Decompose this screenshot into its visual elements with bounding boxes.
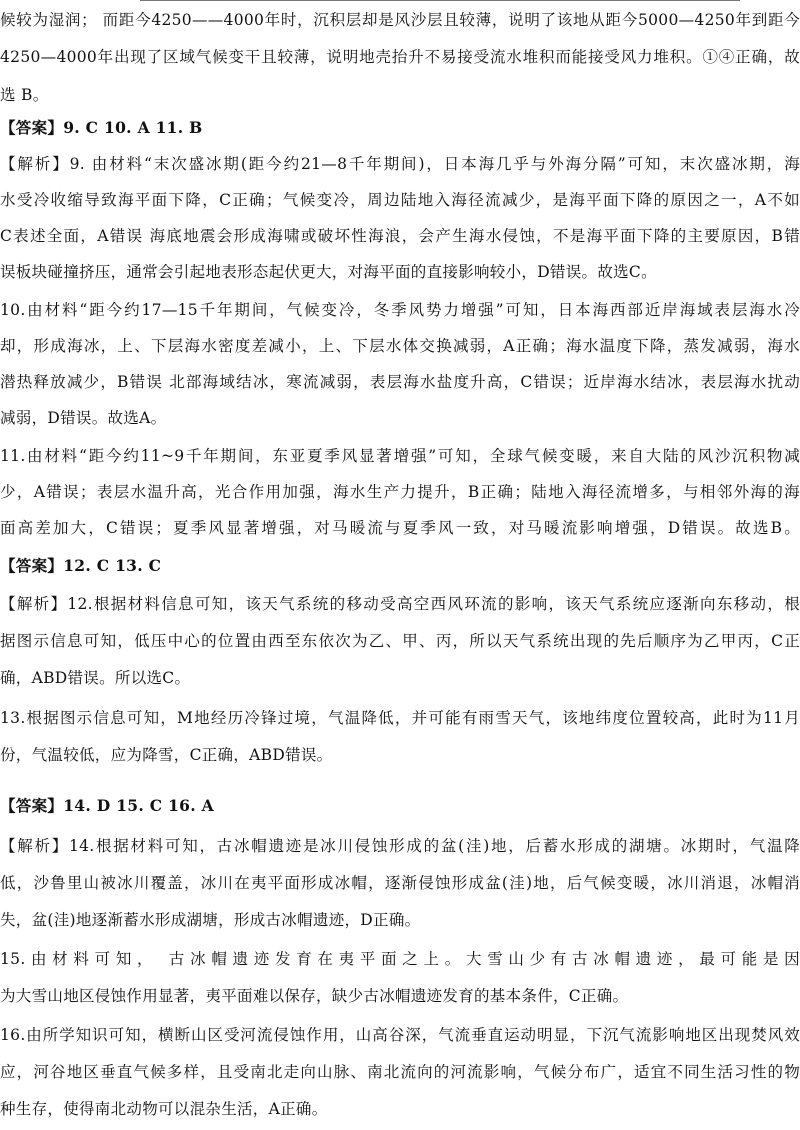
text-line: 【解析】14.根据材料可知，古冰帽遗迹是冰川侵蚀形成的盆(洼)地，后蓄水形成的湖塘。冰期时，气温降: [0, 837, 800, 855]
text-line: 应，河谷地区垂直气候多样，且受南北走向山脉、南北流向的河流影响，气候分布广，适宜不同生活习性的物: [0, 1063, 800, 1081]
text-line: 15.由材料可知， 古冰帽遗迹发育在夷平面之上。大雪山少有古冰帽遗迹，最可能是因: [0, 950, 800, 968]
text-line: 失，盆(洼)地逐渐蓄水形成湖塘，形成古冰帽遗迹，D正确。: [0, 911, 421, 929]
top-rule: [140, 0, 740, 1]
text-line: 确，ABD错误。所以选C。: [0, 669, 191, 687]
text-line: 误板块碰撞挤压，通常会引起地表形态起伏更大，对海平面的直接影响较小，D错误。故选C。: [0, 263, 657, 281]
answer-line: 【答案】12. C 13. C: [0, 556, 162, 575]
text-line: 少，A错误；表层水温升高，光合作用加强，海水生产力提升，B正确；陆地入海径流增多，与相邻外海的海: [0, 483, 800, 501]
text-line: 种生存，使得南北动物可以混杂生活，A正确。: [0, 1100, 328, 1118]
text-line: 却，形成海冰，上、下层海水密度差减小，上、下层水体交换减弱，A正确；海水温度下降，蒸发减弱，海水: [0, 337, 800, 355]
text-line: 【解析】9. 由材料“末次盛冰期(距今约21—8千年期间)，日本海几乎与外海分隔”可知，末次盛冰期，海: [0, 155, 800, 173]
answer-line: 【答案】14. D 15. C 16. A: [0, 796, 214, 815]
text-line: 份，气温较低，应为降雪，C正确，ABD错误。: [0, 746, 333, 764]
text-line: C表述全面，A错误 海底地震会形成海啸或破坏性海浪，会产生海水侵蚀，不是海平面下降的主要原因，B错: [0, 227, 800, 245]
text-line: 选 B。: [0, 86, 49, 104]
text-line: 面高差加大，C错误；夏季风显著增强，对马暖流与夏季风一致，对马暖流影响增强，D错误。故选B。: [0, 519, 800, 537]
text-line: 水受冷收缩导致海平面下降，C正确；气候变冷，周边陆地入海径流减少，是海平面下降的原因之一，A不如: [0, 191, 800, 209]
text-line: 低，沙鲁里山被冰川覆盖，冰川在夷平面形成冰帽，逐渐侵蚀形成盆(洼)地，后气候变暖，冰川消退，冰帽消: [0, 874, 800, 892]
text-line: 13.根据图示信息可知，M地经历冷锋过境，气温降低，并可能有雨雪天气，该地纬度位置较高，此时为11月: [0, 709, 800, 727]
text-line: 10.由材料“距今约17—15千年期间，气候变冷，冬季风势力增强”可知，日本海西部近岸海域表层海水冷: [0, 301, 800, 319]
text-line: 为大雪山地区侵蚀作用显著，夷平面难以保存，缺少古冰帽遗迹发育的基本条件，C正确。: [0, 987, 629, 1005]
text-line: 据图示信息可知，低压中心的位置由西至东依次为乙、甲、丙，所以天气系统出现的先后顺序为乙甲丙，C正: [0, 632, 800, 650]
text-line: 减弱，D错误。故选A。: [0, 409, 167, 427]
answer-line: 【答案】9. C 10. A 11. B: [0, 118, 203, 137]
text-line: 潜热释放减少，B错误 北部海域结冰，寒流减弱，表层海水盐度升高，C错误；近岸海水结冰，表层海水扰动: [0, 373, 800, 391]
text-line: 候较为湿润； 而距今4250——4000年时，沉积层却是风沙层且较薄，说明了该地从距今5000—4250年到距今: [0, 11, 800, 29]
text-line: 11.由材料“距今约11~9千年期间，东亚夏季风显著增强”可知，全球气候变暖，来自大陆的风沙沉积物减: [0, 447, 800, 465]
text-line: 【解析】12.根据材料信息可知，该天气系统的移动受高空西风环流的影响，该天气系统应逐渐向东移动，根: [0, 595, 800, 613]
text-line: 4250—4000年出现了区域气候变干且较薄，说明地壳抬升不易接受流水堆积而能接受风力堆积。①④正确，故: [0, 48, 800, 66]
text-line: 16.由所学知识可知，横断山区受河流侵蚀作用，山高谷深，气流垂直运动明显，下沉气流影响地区出现焚风效: [0, 1026, 800, 1044]
